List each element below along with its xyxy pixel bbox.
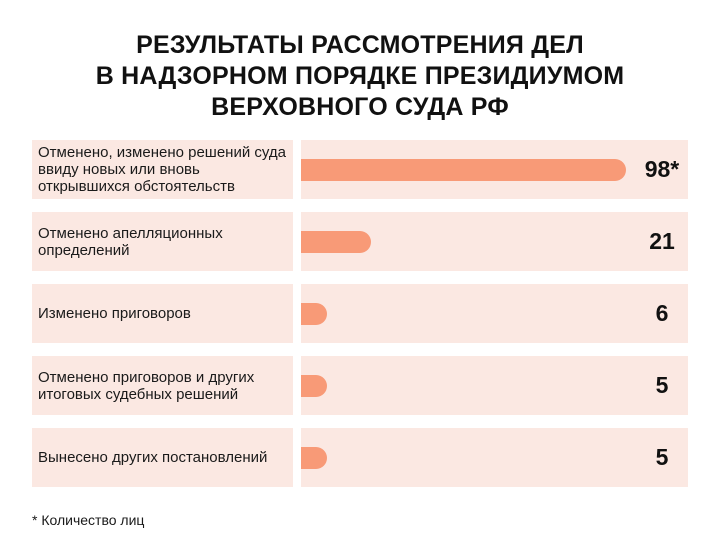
bar-row (32, 284, 688, 343)
bar (301, 375, 327, 397)
chart-title (0, 30, 720, 123)
value-label: 98* (636, 140, 688, 199)
bar-track (301, 284, 661, 343)
bar-track (301, 356, 661, 415)
bar-row (32, 356, 688, 415)
bar-row (32, 212, 688, 271)
category-label: Изменено приговоров (32, 284, 293, 343)
value-label: 5 (636, 356, 688, 415)
bar (301, 159, 626, 181)
bar-track (301, 212, 661, 271)
value-label: 21 (636, 212, 688, 271)
bar-track (301, 428, 661, 487)
bar-track (301, 140, 661, 199)
bar-row (32, 140, 688, 199)
title-line-3: ВЕРХОВНОГО СУДА РФ (211, 93, 509, 121)
title-line-1: РЕЗУЛЬТАТЫ РАССМОТРЕНИЯ ДЕЛ (136, 31, 584, 59)
value-label: 6 (636, 284, 688, 343)
bar (301, 447, 327, 469)
category-label: Вынесено других постановлений (32, 428, 293, 487)
category-label: Отменено апелляционных определений (32, 212, 293, 271)
bar (301, 303, 327, 325)
bar-row (32, 428, 688, 487)
bar (301, 231, 371, 253)
footnote: * Количество лиц (32, 512, 145, 528)
value-label: 5 (636, 428, 688, 487)
category-label: Отменено, изменено решений суда ввиду новых или вновь открывшихся обстоятельств (32, 140, 293, 199)
category-label: Отменено приговоров и других итоговых судебных решений (32, 356, 293, 415)
title-line-2: В НАДЗОРНОМ ПОРЯДКЕ ПРЕЗИДИУМОМ (95, 62, 625, 90)
